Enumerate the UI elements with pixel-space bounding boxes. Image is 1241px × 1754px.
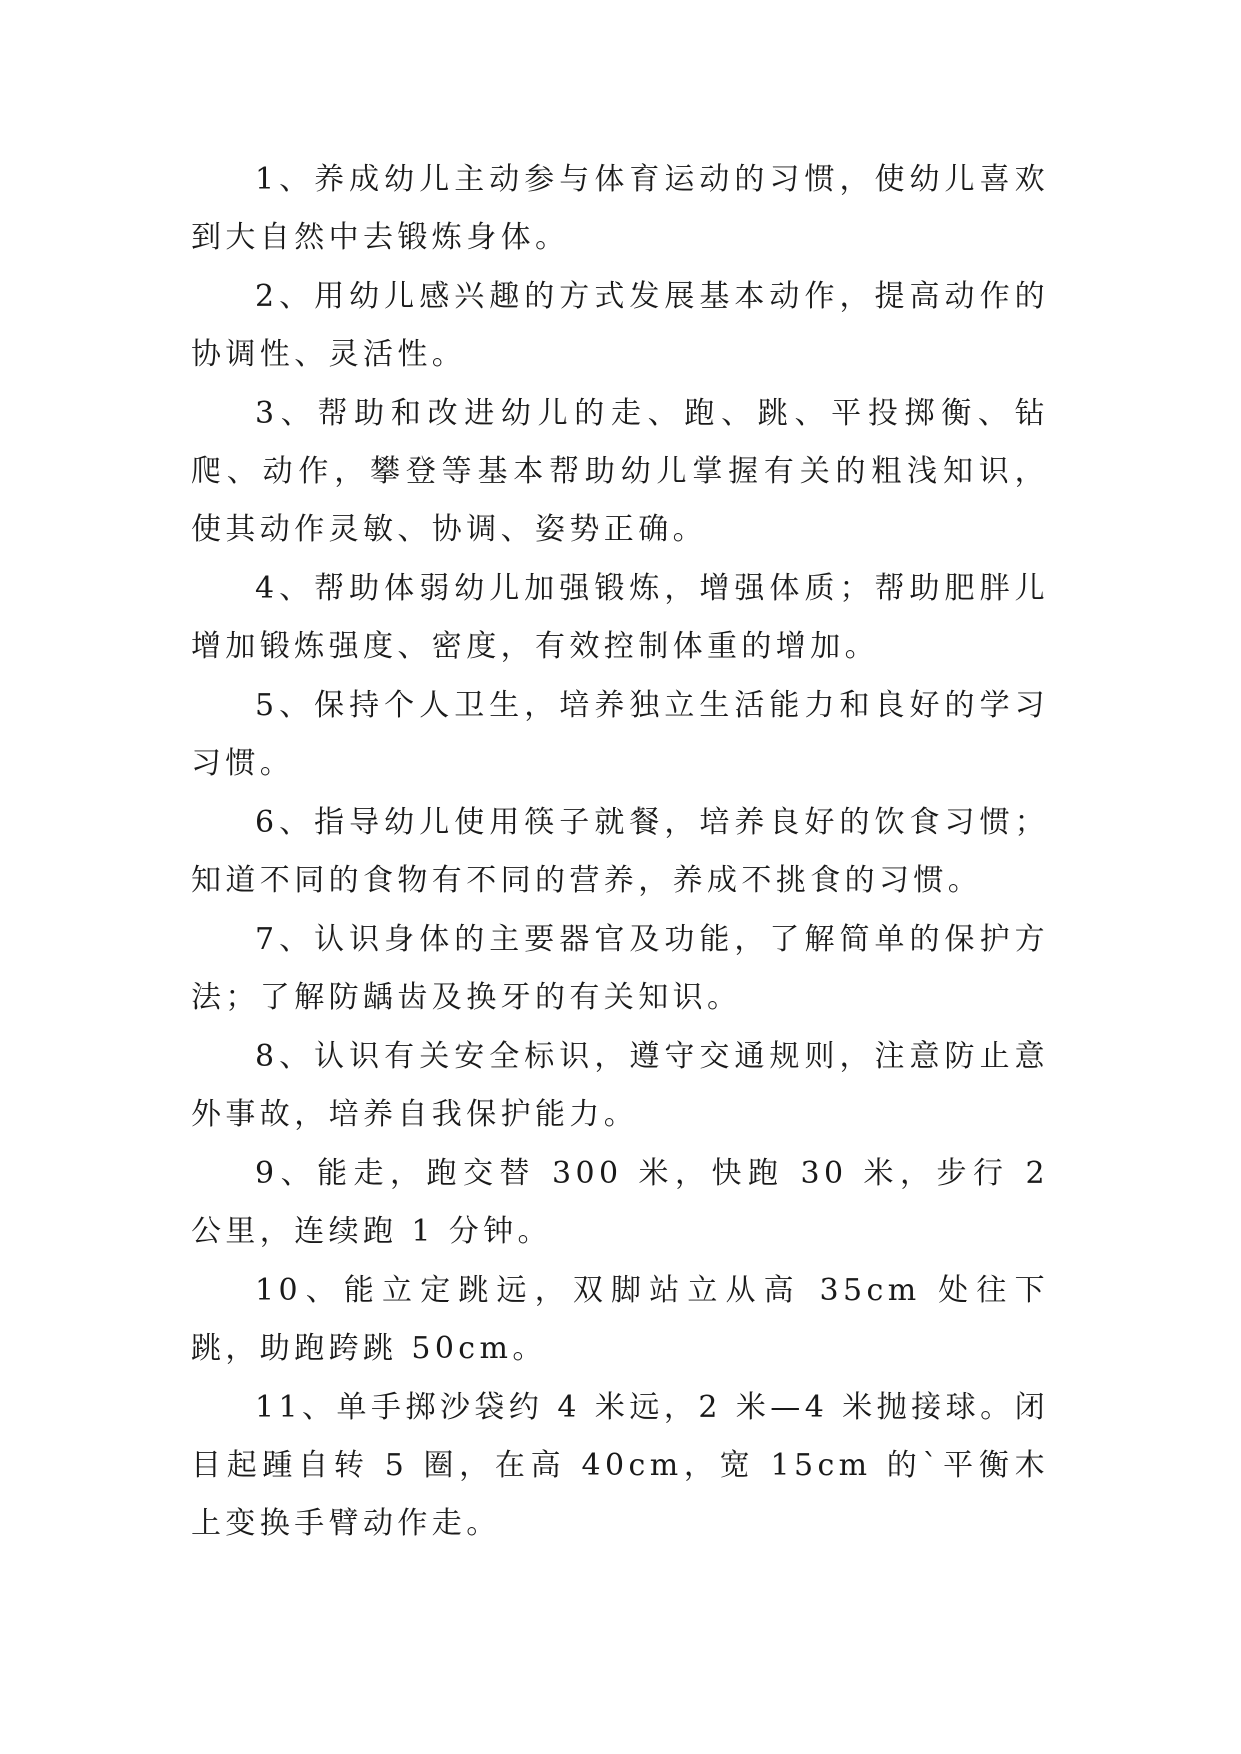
document-body — [191, 151, 1049, 1554]
paragraph-1: 1、养成幼儿主动参与体育运动的习惯，使幼儿喜欢到大自然中去锻炼身体。 — [191, 162, 1049, 255]
paragraph-11: 11、单手掷沙袋约 4 米远，2 米—4 米抛接球。闭目起踵自转 5 圈，在高 40cm，宽 15cm 的`平衡木上变换手臂动作走。 — [191, 1390, 1049, 1541]
paragraph-10: 10、能立定跳远，双脚站立从高 35cm 处往下跳，助跑跨跳 50cm。 — [191, 1273, 1049, 1366]
paragraph-9: 9、能走，跑交替 300 米，快跑 30 米，步行 2 公里，连续跑 1 分钟。 — [191, 1156, 1049, 1249]
paragraph-8: 8、认识有关安全标识，遵守交通规则，注意防止意外事故，培养自我保护能力。 — [191, 1039, 1049, 1132]
paragraph-7: 7、认识身体的主要器官及功能，了解简单的保护方法；了解防龋齿及换牙的有关知识。 — [191, 922, 1049, 1015]
paragraph-4: 4、帮助体弱幼儿加强锻炼，增强体质；帮助肥胖儿增加锻炼强度、密度，有效控制体重的增加。 — [191, 571, 1049, 664]
paragraph-5: 5、保持个人卫生，培养独立生活能力和良好的学习习惯。 — [191, 688, 1049, 781]
paragraph-2: 2、用幼儿感兴趣的方式发展基本动作，提高动作的协调性、灵活性。 — [191, 279, 1049, 372]
paragraph-3: 3、帮助和改进幼儿的走、跑、跳、平投掷衡、钻爬、动作，攀登等基本帮助幼儿掌握有关的粗浅知识，使其动作灵敏、协调、姿势正确。 — [191, 396, 1049, 547]
paragraph-6: 6、指导幼儿使用筷子就餐，培养良好的饮食习惯；知道不同的食物有不同的营养，养成不挑食的习惯。 — [191, 805, 1049, 898]
